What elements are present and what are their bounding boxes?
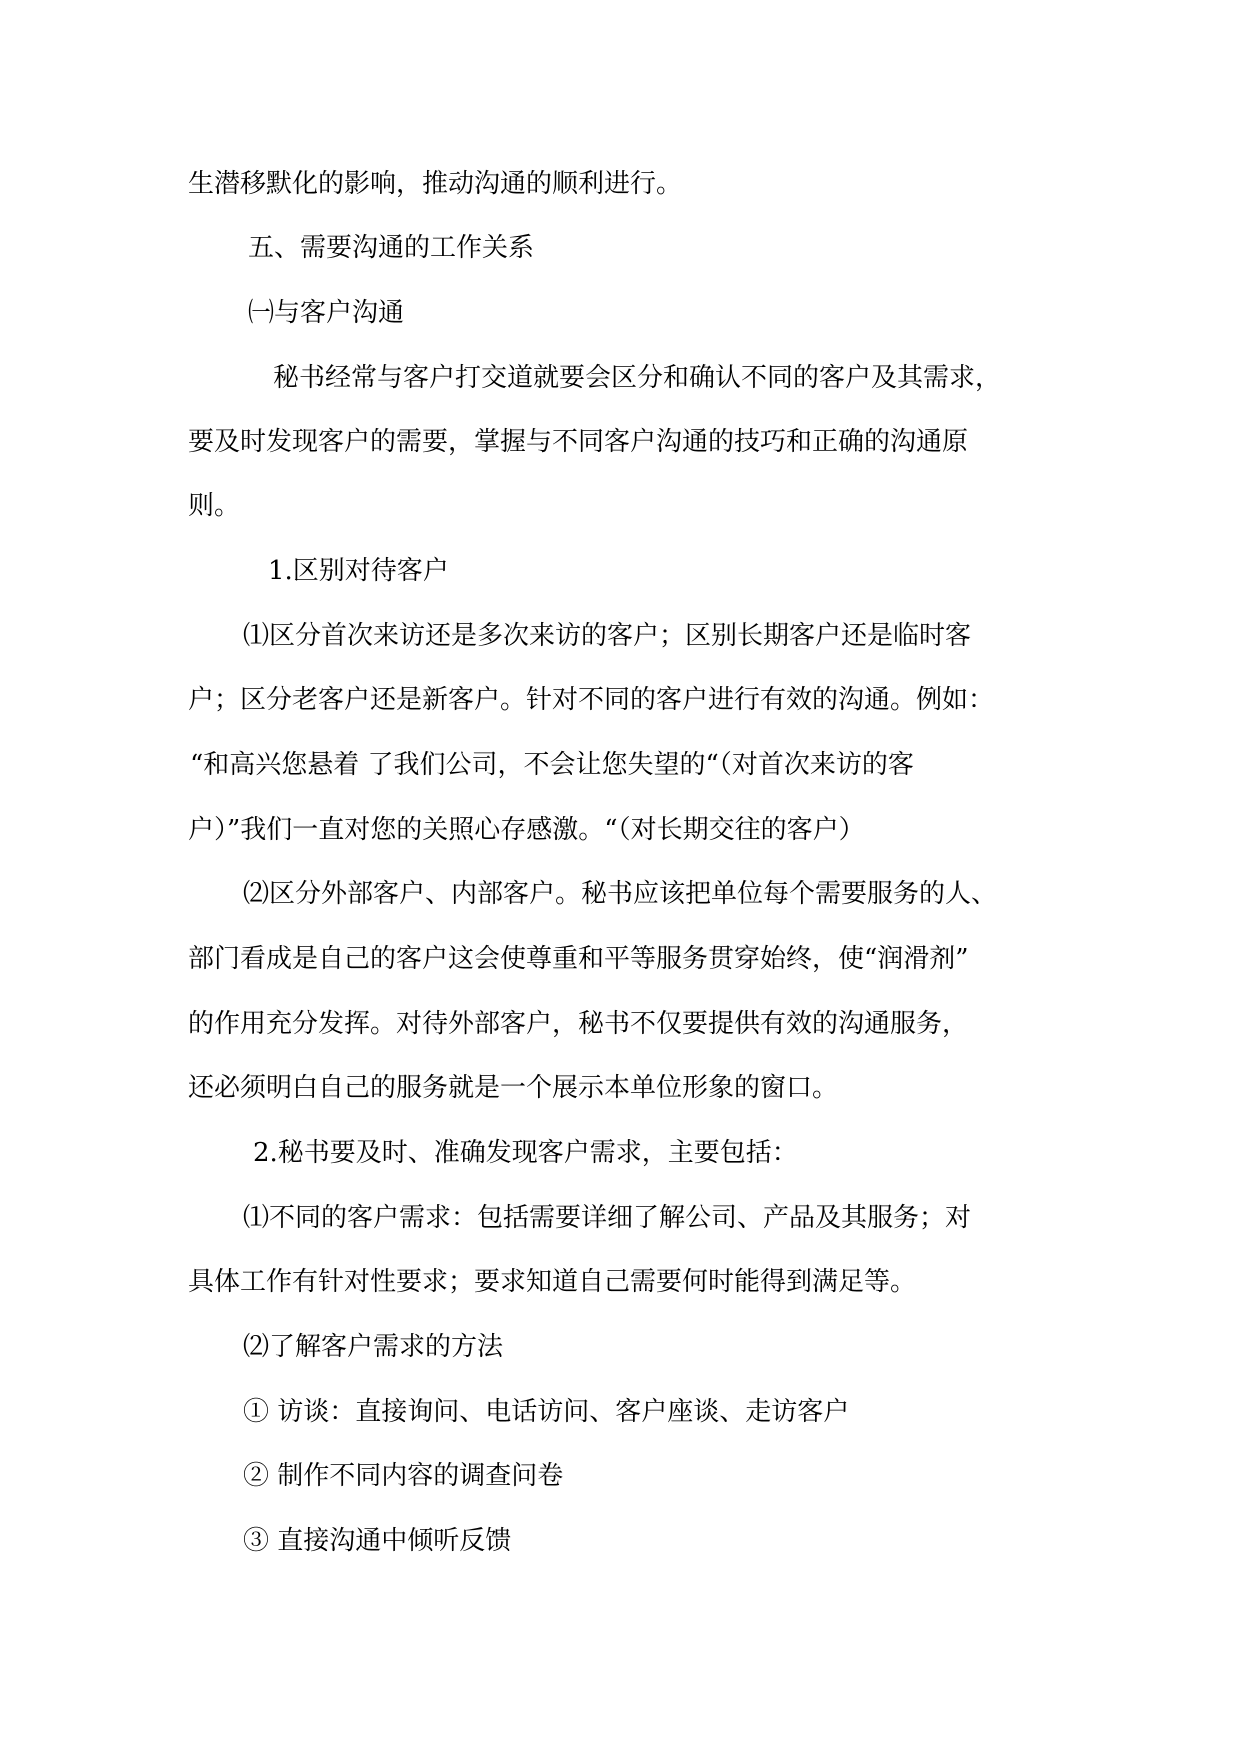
body-text-line: ⑴不同的客户需求：包括需要详细了解公司、产品及其服务；对 — [243, 1203, 972, 1233]
body-text-line: 部门看成是自己的客户这会使尊重和平等服务贯穿始终，使“润滑剂” — [188, 944, 969, 974]
item-heading: 2.秘书要及时、准确发现客户需求，主要包括： — [253, 1138, 798, 1168]
section-heading: 五、需要沟通的工作关系 — [248, 233, 535, 263]
body-text-line: 的作用充分发挥。对待外部客户，秘书不仅要提供有效的沟通服务， — [188, 1009, 969, 1039]
body-text-line: 具体工作有针对性要求；要求知道自己需要何时能得到满足等。 — [188, 1267, 917, 1297]
body-text-line: 户；区分老客户还是新客户。针对不同的客户进行有效的沟通。例如： — [188, 685, 995, 715]
list-item: ③ 直接沟通中倾听反馈 — [243, 1526, 512, 1556]
body-text-line: ⑵了解客户需求的方法 — [243, 1332, 504, 1362]
body-text-line: 户）”我们一直对您的关照心存感激。“（对长期交往的客户） — [188, 815, 865, 845]
body-text-line: 秘书经常与客户打交道就要会区分和确认不同的客户及其需求， — [273, 363, 1002, 393]
body-text-line: 要及时发现客户的需要，掌握与不同客户沟通的技巧和正确的沟通原 — [188, 427, 969, 457]
subsection-heading: ㈠与客户沟通 — [248, 298, 405, 328]
body-text-line: “和高兴您悬着 了我们公司，不会让您失望的“（对首次来访的客 — [190, 750, 914, 780]
body-text-line: ⑵区分外部客户、内部客户。秘书应该把单位每个需要服务的人、 — [243, 879, 998, 909]
item-heading: 1.区别对待客户 — [268, 556, 449, 586]
body-text-line: 则。 — [188, 491, 241, 521]
body-text-line: ⑴区分首次来访还是多次来访的客户；区别长期客户还是临时客 — [243, 621, 972, 651]
body-text-line: 还必须明白自己的服务就是一个展示本单位形象的窗口。 — [188, 1073, 839, 1103]
list-item: ② 制作不同内容的调查问卷 — [243, 1461, 564, 1491]
list-item: ① 访谈：直接询问、电话访问、客户座谈、走访客户 — [243, 1397, 850, 1427]
paragraph-continuation: 生潜移默化的影响，推动沟通的顺利进行。 — [188, 169, 683, 199]
